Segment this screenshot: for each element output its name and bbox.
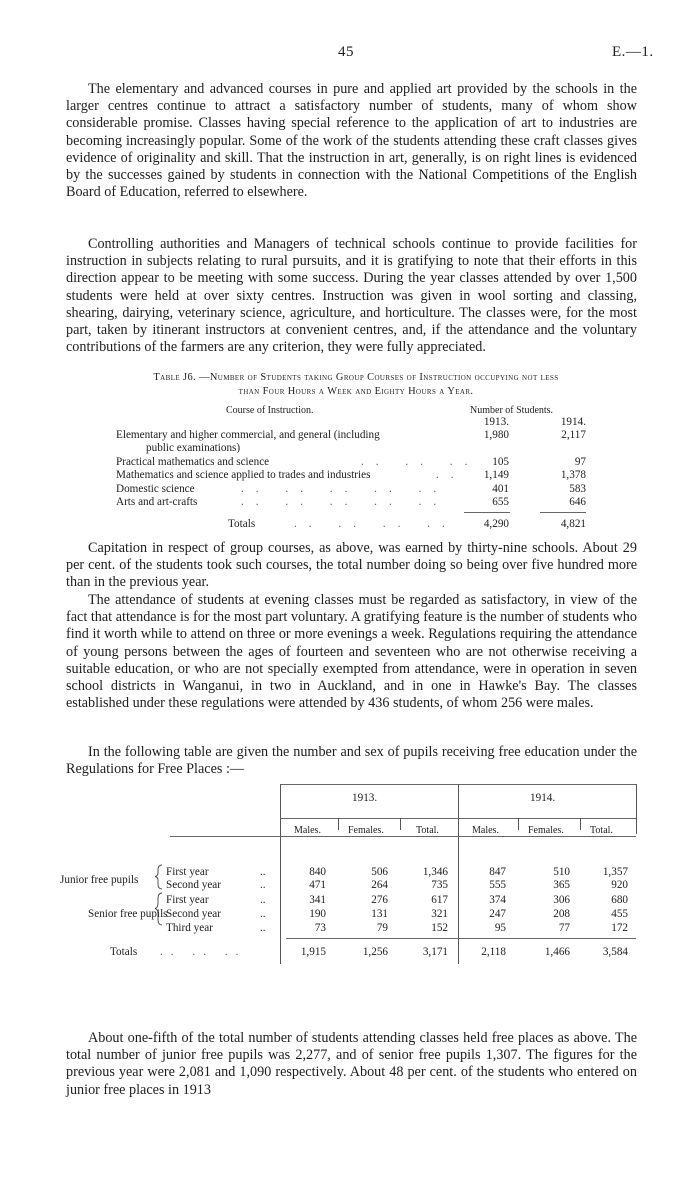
paragraph-free-places-intro: In the following table are given the number and sex of pupils receiving free education under the Regulations for Free Places :—: [66, 744, 637, 778]
subtotal-rule: [464, 512, 510, 513]
year-header-1913: 1913.: [352, 792, 378, 804]
totals-rule: [286, 938, 636, 939]
column-header-course: Course of Instruction.: [226, 405, 314, 416]
table-row: Domestic science .. .. .. .. .. 401 583: [116, 483, 586, 495]
table-row: Practical mathematics and science .. .. .. 105 97: [116, 456, 586, 468]
table-j6-caption-line1: Table J6. —Number of Students taking Group Courses of Instruction occupying not less: [153, 372, 559, 383]
paragraph-free-pupils-totals: About one-fifth of the total number of students attending classes held free places as above. The total number of junior free pupils was 2,277, and of senior free pupils 1,307. The figures for the previous year were 2,081 and 1,090 respectively. About 48 per cent. of the students who entered on junior free places in 1913: [66, 1030, 637, 1098]
document-page: 45 E.—1. The elementary and advanced courses in pure and applied art provided by the schools in the larger centres continue to attract a satisfactory number of students, many of whom show considerable promise. Classes having special reference to the application of art to industries are becoming increasingly popular. Some of the work of the students attending these craft classes gives evidence of originality and skill. That the instruction in art, generally, is on right lines is evidenced by the successes gained by students in connection with the National Competitions of the English Board of Education, referred to elsewhere. Controlling authorities and Managers of technical schools continue to provide facilities for instruction in subjects relating to rural pursuits, and it is gratifying to note that their efforts in this direction appear to be meeting with some success. During the year classes attended by over 1,500 students were held at over sixty centres. Instruction was given in wool sorting and classing, shearing, dairying, veterinary science, agriculture, and horticulture. The classes were, for the most part, taken by itinerant instructors at convenient centres, and, if the attendance and the voluntary contributions of the farmers are any criterion, they were fully appreciated. Table J6. —Number of Students taking Group Courses of Instruction occupying not less than Four Hours a Week and Eighty Hours a Year. Course of Instruction. Number of Students. 1913. 1914. Elementary and higher commercial, and general (including 1,980 2,117 public examinations) Practical mathematics and science .. .. .. 105 97 Mathematics and science applied to trades and industries .. 1,149 1,378 Domestic science .. .. .. .. .. 401 583 Arts and art-crafts .. .. .. .. .. 655 646 Totals .. .. .. .. 4,290 4,821 Capitation in respect of group courses, as above, was earned by thirty-nine schools. About 29 per cent. of the students took such courses, the total number doing so being over five hundred more than in the previous year. The attendance of students at evening classes must be regarded as satisfactory, in view of the fact that attendance is for the most part voluntary. A gratifying feature is the number of students who find it worth while to attend on three or more evenings a week. Regulations requiring the attendance of young persons between the ages of fourteen and seventeen who are not otherwise receiving a suitable education, or who are not specially exempted from attendance, were in operation in seven school districts in Wanganui, in two in Auckland, and in one in Hawke's Bay. The classes established under these regulations were attended by 436 students, of whom 256 were males. In the following table are given the number and sex of pupils receiving free education under the Regulations for Free Places :— 1913. 1914. Males. Females. Total. Males. Females. Total. Junior free pupils Senior free pupils First year .. 840 506 1,346 847 510 1,357 Second year .. 471 264 735 555 365 920 First year .. 341 276 617 374 306 680 Second year .. 190 131 321 247 208 455 Third year .. 73 79 152 95 77 172 Totals .. .. .. 1,915 1,256 3,171 2,118 1,466 3,584 About one-fifth of the total number of students attending classes held free places as above. The total number of junior free pupils was 2,277, and of senior free pupils 1,307. The figures for the previous year were 2,081 and 1,090 respectively. About 48 per cent. of the students who entered on junior free places in 1913: [60, 44, 654, 1098]
table-row: Arts and art-crafts .. .. .. .. .. 655 646: [116, 496, 586, 508]
column-header-males-1914: Males.: [472, 825, 499, 836]
column-header-number: Number of Students.: [470, 405, 554, 416]
table-row: Mathematics and science applied to trades and industries .. 1,149 1,378: [116, 469, 586, 481]
column-header-females-1913: Females.: [348, 825, 384, 836]
column-header-males-1913: Males.: [294, 825, 321, 836]
column-header-1913: 1913.: [483, 416, 509, 428]
group-label-senior: Senior free pupils: [88, 908, 168, 920]
subtotal-rule: [540, 512, 586, 513]
paragraph-capitation: Capitation in respect of group courses, as above, was earned by thirty-nine schools. About 29 per cent. of the students took such courses, the total number doing so being over five hundred more than in the previous year.: [66, 540, 637, 591]
column-header-1914: 1914.: [560, 416, 586, 428]
table-j6-caption-line2: than Four Hours a Week and Eighty Hours a Year.: [238, 386, 474, 397]
paragraph-rural-pursuits: Controlling authorities and Managers of technical schools continue to provide facilities for instruction in subjects relating to rural pursuits, and it is gratifying to note that their efforts in this direction appear to be meeting with some success. During the year classes attended by over 1,500 students were held at over sixty centres. Instruction was given in wool sorting and classing, shearing, dairying, veterinary science, agriculture, and horticulture. The classes were, for the most part, taken by itinerant instructors at convenient centres, and, if the attendance and the voluntary contributions of the farmers are any criterion, they were fully appreciated.: [66, 236, 637, 356]
document-code: E.—1.: [612, 44, 654, 60]
paragraph-art-courses: The elementary and advanced courses in pure and applied art provided by the schools in the larger centres continue to attract a satisfactory number of students, many of whom show considerable promise. Classes having special reference to the application of art to industries are becoming increasingly popular. Some of the work of the students attending these craft classes gives evidence of originality and skill. That the instruction in art, generally, is on right lines is evidenced by the successes gained by students in connection with the National Competitions of the English Board of Education, referred to elsewhere.: [66, 81, 637, 201]
column-header-females-1914: Females.: [528, 825, 564, 836]
column-header-total-1913: Total.: [416, 825, 439, 836]
table-row: public examinations): [146, 442, 241, 454]
table-totals-row: Totals .. .. .. .. 4,290 4,821: [228, 518, 586, 530]
column-header-total-1914: Total.: [590, 825, 613, 836]
paragraph-evening-attendance: The attendance of students at evening classes must be regarded as satisfactory, in view of the fact that attendance is for the most part voluntary. A gratifying feature is the number of students who find it worth while to attend on three or more evenings a week. Regulations requiring the attendance of young persons between the ages of fourteen and seventeen who are not otherwise receiving a suitable education, or who are not specially exempted from attendance, were in operation in seven school districts in Wanganui, in two in Auckland, and in one in Hawke's Bay. The classes established under these regulations were attended by 436 students, of whom 256 were males.: [66, 592, 637, 712]
group-label-junior: Junior free pupils: [60, 874, 139, 886]
year-header-1914: 1914.: [530, 792, 556, 804]
page-number: 45: [338, 44, 354, 60]
brace-icons: [155, 863, 165, 947]
table-row: Elementary and higher commercial, and general (including 1,980 2,117: [116, 429, 586, 441]
